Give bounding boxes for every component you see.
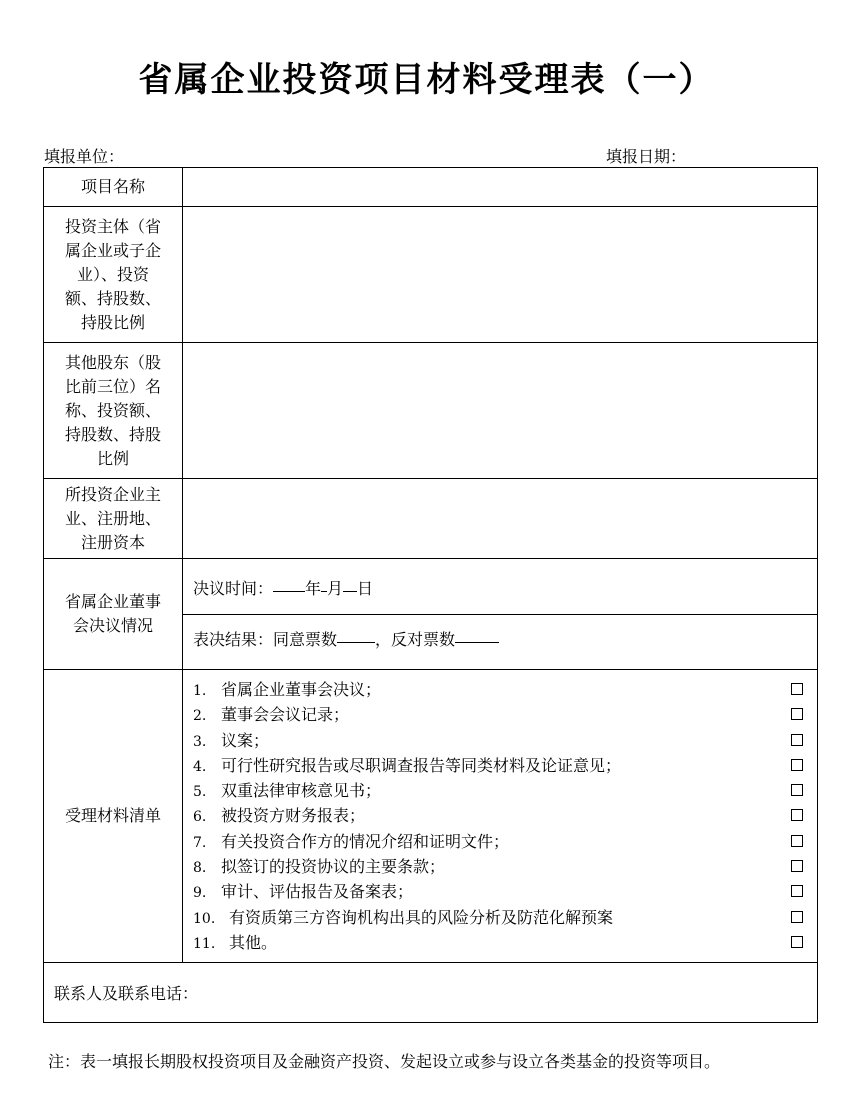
form-title: 省属企业投资项目材料受理表（一） (138, 60, 715, 100)
row-materials (44, 670, 818, 963)
checkbox[interactable] (791, 708, 803, 720)
material-item (193, 854, 803, 879)
material-text: 议案； (221, 730, 270, 750)
investor-label-line: 属企业或子企 (64, 240, 161, 260)
decision-time-row (183, 564, 817, 615)
investor-label-line: 额、持股数、 (64, 288, 161, 308)
other-shareholders-label-line: 称、投资额、 (64, 400, 161, 420)
checkbox[interactable] (791, 860, 803, 872)
material-number: 2. (193, 708, 207, 725)
application-form-table (43, 167, 818, 1023)
checkbox[interactable] (791, 835, 803, 847)
agree-votes-blank[interactable] (337, 624, 375, 643)
material-text: 双重法律审核意见书； (221, 781, 382, 801)
material-item (193, 778, 803, 803)
investor-label-line: 业）、投资 (76, 264, 149, 284)
material-text: 可行性研究报告或尽职调查报告等同类材料及论证意见； (221, 755, 622, 775)
material-number: 10. (193, 910, 216, 927)
other-shareholders-field[interactable] (183, 343, 818, 479)
checkbox[interactable] (791, 784, 803, 796)
month-blank[interactable] (321, 573, 327, 592)
material-text: 有资质第三方咨询机构出具的风险分析及防范化解预案 (229, 907, 614, 927)
business-label-line: 注册资本 (80, 532, 145, 552)
other-shareholders-label-line: 持股数、持股 (64, 424, 161, 444)
material-number: 9. (193, 885, 207, 902)
row-board-decision (44, 559, 818, 670)
material-item (193, 803, 803, 828)
year-label: 年 (305, 578, 322, 598)
material-number: 5. (193, 784, 207, 801)
against-votes-label: ，反对票数 (375, 629, 456, 649)
fill-date-label: 填报日期： (606, 147, 687, 166)
material-item (193, 702, 803, 727)
material-item (193, 829, 803, 854)
month-label: 月 (327, 578, 344, 598)
board-decision-label-line: 省属企业董事 (64, 592, 161, 611)
day-blank[interactable] (343, 573, 357, 592)
material-text: 被投资方财务报表； (221, 806, 366, 826)
project-name-label: 项目名称 (44, 168, 183, 207)
checkbox[interactable] (791, 683, 803, 695)
investor-field[interactable] (183, 207, 818, 343)
materials-cell (183, 670, 818, 963)
other-shareholders-label-line: 比前三位）名 (64, 376, 161, 396)
row-other-shareholders (44, 343, 818, 479)
business-label-line: 业、注册地、 (64, 508, 161, 528)
other-shareholders-label-line: 比例 (96, 448, 129, 468)
contact-label: 联系人及联系电话： (54, 984, 199, 1004)
checkbox[interactable] (791, 885, 803, 897)
decision-result-row (183, 615, 817, 665)
row-contact (44, 963, 818, 1023)
material-text: 省属企业董事会决议； (221, 680, 382, 699)
project-name-field[interactable] (183, 168, 818, 207)
fill-unit-label: 填报单位： (44, 147, 125, 166)
footnote: 注：表一填报长期股权投资项目及金融资产投资、发起设立或参与设立各类基金的投资等项目。 (48, 1052, 721, 1071)
checkbox[interactable] (791, 911, 803, 923)
material-text: 拟签订的投资协议的主要条款； (221, 857, 446, 877)
checkbox[interactable] (791, 734, 803, 746)
year-blank[interactable] (273, 573, 305, 592)
material-number: 3. (193, 733, 207, 750)
investor-label-line: 持股比例 (80, 312, 145, 332)
against-votes-blank[interactable] (455, 624, 499, 643)
checkbox[interactable] (791, 759, 803, 771)
row-investor (44, 207, 818, 343)
material-number: 4. (193, 758, 207, 775)
material-text: 其他。 (229, 932, 278, 952)
material-number: 8. (193, 860, 207, 877)
row-project-name (44, 168, 818, 207)
material-number: 6. (193, 809, 207, 826)
decision-time-label: 决议时间： (193, 578, 274, 598)
material-number: 11. (193, 935, 216, 952)
board-decision-label-line: 会决议情况 (72, 616, 153, 635)
material-item (193, 677, 803, 702)
material-text: 董事会会议记录； (221, 705, 350, 725)
materials-list (183, 670, 817, 962)
material-text: 有关投资合作方的情况介绍和证明文件； (221, 831, 510, 851)
contact-field[interactable] (44, 963, 818, 1023)
materials-label: 受理材料清单 (44, 670, 183, 963)
material-number: 7. (193, 834, 207, 851)
material-item (193, 930, 803, 955)
material-text: 审计、评估报告及备案表； (221, 882, 414, 902)
material-number: 1. (193, 683, 207, 699)
material-item (193, 753, 803, 778)
row-business (44, 479, 818, 559)
day-label: 日 (357, 578, 374, 598)
board-decision-cell (183, 559, 818, 670)
other-shareholders-label-line: 其他股东（股 (64, 352, 161, 372)
investor-label-line: 投资主体（省 (64, 216, 161, 236)
business-field[interactable] (183, 479, 818, 559)
agree-votes-label: 表决结果：同意票数 (193, 629, 338, 649)
business-label-line: 所投资企业主 (64, 484, 161, 504)
checkbox[interactable] (791, 809, 803, 821)
material-item (193, 728, 803, 753)
checkbox[interactable] (791, 936, 803, 948)
material-item (193, 905, 803, 930)
material-item (193, 879, 803, 904)
